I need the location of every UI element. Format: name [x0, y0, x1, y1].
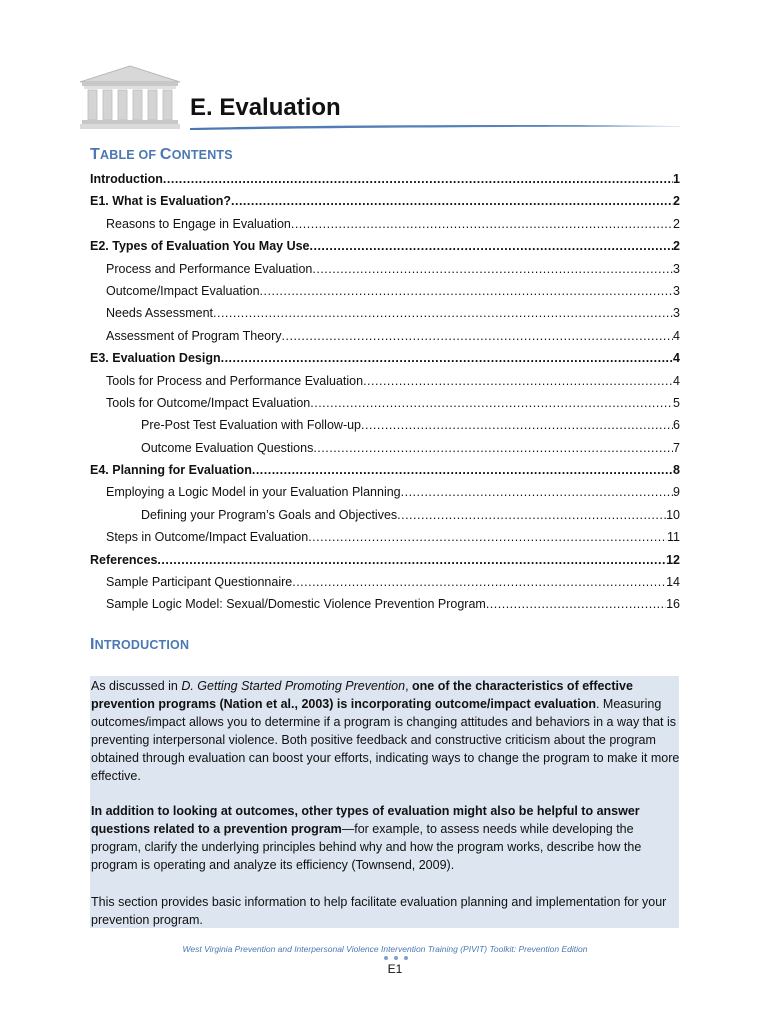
toc-leader-dots — [401, 481, 673, 503]
toc-entry-title: Sample Participant Questionnaire — [106, 575, 293, 590]
toc-leader-dots — [282, 325, 674, 347]
toc-entry-page: 6 — [673, 418, 680, 433]
toc-entry-page: 2 — [673, 194, 680, 209]
toc-entry-page: 3 — [673, 261, 680, 276]
toc-entry[interactable] — [90, 370, 680, 392]
toc-entry-title: Tools for Outcome/Impact Evaluation — [106, 395, 311, 410]
toc-entry[interactable] — [90, 302, 680, 324]
toc-entry[interactable] — [90, 504, 680, 526]
toc-leader-dots — [213, 302, 673, 324]
toc-entry[interactable] — [90, 593, 680, 615]
introduction-heading: INTRODUCTION — [90, 636, 190, 653]
toc-entry[interactable] — [90, 392, 680, 414]
toc-entry-page: 3 — [673, 283, 680, 298]
toc-entry-page: 3 — [673, 306, 680, 321]
toc-leader-dots — [313, 437, 673, 459]
toc-entry-page: 4 — [673, 351, 680, 366]
footer-text: West Virginia Prevention and Interpersonal Violence Intervention Training (PIVIT) Toolkit: Prevention Edition — [182, 944, 588, 954]
toc-entry-title: Defining your Program’s Goals and Objectives — [141, 507, 398, 522]
toc-entry-title: Employing a Logic Model in your Evaluation Planning — [106, 485, 401, 500]
toc-heading: TABLE OF CONTENTS — [90, 146, 233, 163]
toc-entry-title: E1. What is Evaluation? — [90, 194, 231, 209]
toc-leader-dots — [291, 213, 673, 235]
toc-leader-dots — [310, 235, 674, 257]
toc-entry[interactable] — [90, 437, 680, 459]
toc-entry-page: 1 — [673, 172, 680, 186]
toc-leader-dots — [397, 504, 666, 526]
toc-leader-dots — [231, 190, 673, 212]
toc-entry[interactable] — [90, 235, 680, 257]
toc-entry-title: Steps in Outcome/Impact Evaluation — [106, 530, 309, 545]
title-underline — [190, 123, 680, 131]
toc-leader-dots — [361, 414, 673, 436]
toc-entry-page: 12 — [666, 552, 680, 567]
toc-entry-title: E3. Evaluation Design — [90, 351, 221, 366]
toc-entry[interactable] — [90, 168, 680, 190]
toc-entry-title: Outcome/Impact Evaluation — [106, 283, 260, 298]
toc-entry-title: E4. Planning for Evaluation — [90, 463, 252, 478]
toc-leader-dots — [163, 168, 673, 190]
toc-leader-dots — [260, 280, 674, 302]
toc-entry[interactable] — [90, 571, 680, 593]
toc-entry-title: Sample Logic Model: Sexual/Domestic Violence Prevention Program — [106, 597, 486, 612]
toc-entry-title: Assessment of Program Theory — [106, 328, 282, 343]
toc-leader-dots — [310, 392, 673, 414]
toc-entry-title: Needs Assessment — [106, 306, 213, 321]
page-title: E. Evaluation — [190, 94, 341, 121]
toc-leader-dots — [312, 258, 673, 280]
toc-entry-title: Process and Performance Evaluation — [106, 261, 313, 276]
toc-entry-page: 7 — [673, 440, 680, 455]
toc-entry-page: 11 — [667, 530, 680, 545]
toc-entry[interactable] — [90, 481, 680, 503]
toc-entry-page: 16 — [666, 597, 680, 612]
toc-entry[interactable] — [90, 526, 680, 548]
toc-entry-page: 2 — [673, 216, 680, 231]
toc-entry[interactable] — [90, 414, 680, 436]
toc-entry-page: 10 — [666, 507, 680, 522]
intro-paragraph-1: As discussed in D. Getting Started Promoting Prevention, one of the characteristics of effective prevention programs (Nation et al., 2003) is incorporating outcome/impact evaluation. Measuring outcomes/impact allows you to determine if a program is changing attitudes and behaviors in a way that is preventing interpersonal violence. Both positive feedback and constructive criticism about the program obtained through evaluation can boost your efforts, indicating ways to change the program to make it more effective. — [91, 679, 680, 783]
toc-entry-page: 4 — [673, 373, 680, 388]
toc-entry-title: E2. Types of Evaluation You May Use — [90, 239, 310, 254]
toc-entry-page: 9 — [673, 485, 680, 500]
toc-entry-page: 8 — [673, 463, 680, 478]
intro-paragraph-2: In addition to looking at outcomes, other types of evaluation might also be helpful to answer questions related to a prevention program—for example, to assess needs while developing the program, clarify the underlying principles behind why and how the program works, describe how the program is operating and analyze its efficiency (Townsend, 2009). — [91, 804, 642, 872]
intro-paragraph-3: This section provides basic information to help facilitate evaluation planning and implementation for your prevention program. — [91, 895, 667, 927]
toc-leader-dots — [292, 571, 666, 593]
toc-entry-title: Reasons to Engage in Evaluation — [106, 216, 291, 231]
building-logo-icon — [78, 64, 182, 132]
toc-leader-dots — [363, 370, 673, 392]
toc-leader-dots — [486, 593, 666, 615]
toc-entry[interactable] — [90, 459, 680, 481]
toc-entry[interactable] — [90, 258, 680, 280]
toc-leader-dots — [308, 526, 667, 548]
toc-entry[interactable] — [90, 325, 680, 347]
table-of-contents — [90, 168, 680, 616]
toc-entry-title: Outcome Evaluation Questions — [141, 440, 314, 455]
toc-entry-page: 5 — [673, 395, 680, 410]
toc-entry[interactable] — [90, 190, 680, 212]
toc-entry-page: 4 — [673, 328, 680, 343]
toc-entry-title: Introduction — [90, 172, 163, 186]
toc-entry-title: Pre-Post Test Evaluation with Follow-up — [141, 418, 362, 433]
toc-entry-title: References — [90, 552, 158, 567]
toc-entry[interactable] — [90, 213, 680, 235]
toc-entry[interactable] — [90, 347, 680, 369]
page-number: E1 — [387, 962, 403, 976]
toc-entry[interactable] — [90, 280, 680, 302]
footer-dots-icon — [370, 955, 410, 961]
toc-leader-dots — [252, 459, 673, 481]
toc-entry-title: Tools for Process and Performance Evaluation — [106, 373, 364, 388]
toc-leader-dots — [221, 347, 673, 369]
toc-leader-dots — [157, 549, 666, 571]
toc-entry[interactable] — [90, 549, 680, 571]
toc-entry-page: 2 — [673, 239, 680, 254]
toc-entry-page: 14 — [666, 575, 680, 590]
